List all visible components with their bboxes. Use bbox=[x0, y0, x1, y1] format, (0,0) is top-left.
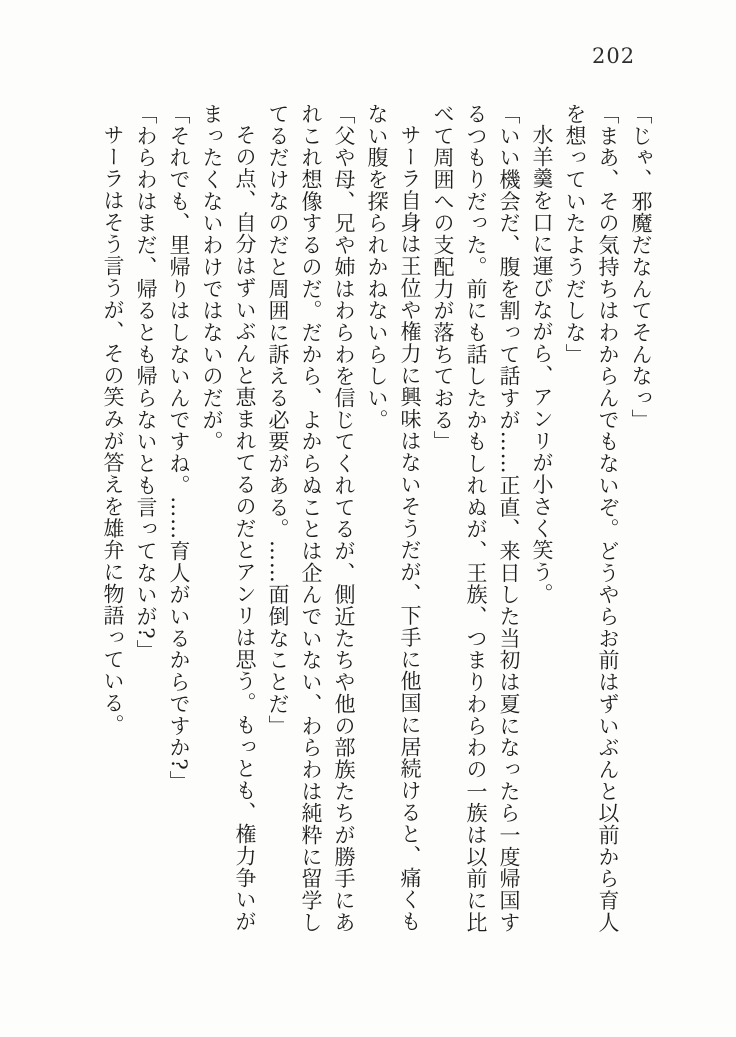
text-block bbox=[95, 103, 657, 936]
paragraph: その点、自分はずいぶんと恵まれてるのだとアンリは思う。もっとも、権力争いがまったくないわけではないのだが。 bbox=[200, 103, 257, 933]
paragraph: サーラはそう言うが、その笑みが答えを雄弁に物語っている。 bbox=[101, 124, 125, 736]
paragraph: 水羊羹を口に運びながら、アンリが小さく笑う。 bbox=[530, 124, 554, 605]
paragraph: 「じゃ、邪魔だなんてそんなっ」 bbox=[629, 103, 653, 431]
paragraph: 「それでも、里帰りはしないんですね。……育人がいるからですか?」 bbox=[167, 103, 191, 793]
paragraph: 「わらわはまだ、帰るとも帰らないとも言ってないが?」 bbox=[134, 103, 158, 662]
paragraph: 「まあ、その気持ちはわからんでもないぞ。どうやらお前はずいぶんと以前から育人を想っていたようだしな」 bbox=[563, 103, 620, 934]
paragraph: 「父や母、兄や姉はわらわを信じてくれてるが、側近たちや他の部族たちが勝手にあれこれ想像するのだ。だから、よからぬことは企んでいない、わらわは純粋に留学してるだけなのだと周囲に訴える必要がある。……面倒なことだ」 bbox=[266, 103, 356, 934]
paragraph: サーラ自身は王位や権力に興味はないそうだが、下手に他国に居続けると、痛くもない腹を探られかねないらしい。 bbox=[365, 103, 422, 933]
paragraph: 「いい機会だ、腹を割って話すが……正直、来日した当初は夏になったら一度帰国するつもりだった。前にも話したかもしれぬが、王族、つまりわらわの一族は以前に比べて周囲への支配力が落ちておる」 bbox=[431, 103, 521, 934]
page-number: 202 bbox=[592, 44, 636, 68]
